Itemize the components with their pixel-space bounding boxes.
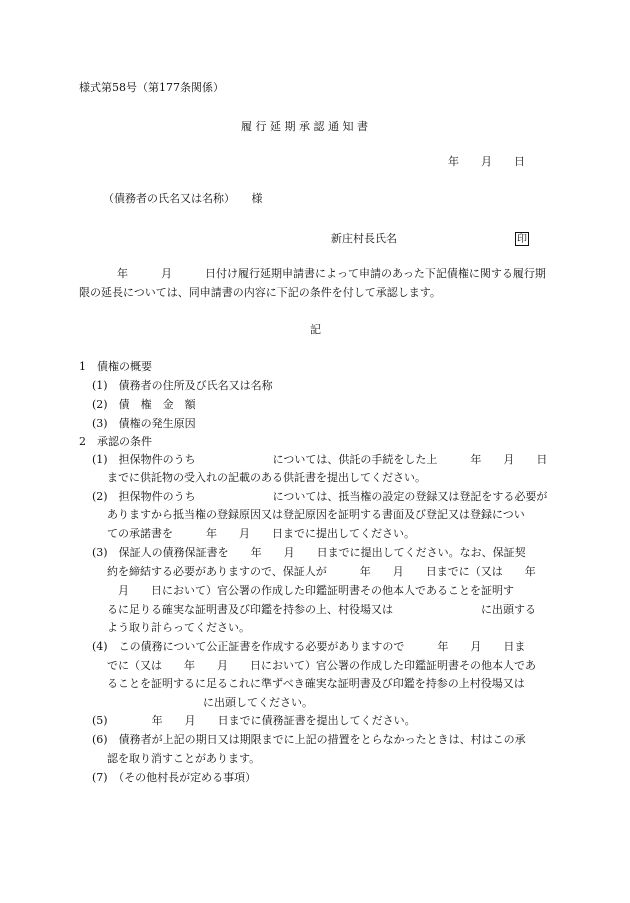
section-1-heading: 1 債権の概要 (79, 360, 152, 373)
document-title: 履 行 延 期 承 認 通 知 書 (241, 120, 368, 133)
ki-heading: 記 (310, 323, 321, 336)
condition-1-line-1: (1) 担保物件のうち については、供託の手続をした上 年 月 日 (92, 453, 548, 466)
section-1-item-2: (2) 債 権 金 額 (92, 398, 196, 411)
condition-1-line-2: までに供託物の受入れの記載のある供託書を提出してください。 (107, 471, 426, 484)
issuer-name-line: 新庄村長氏名 (331, 232, 397, 245)
date-line: 年 月 日 (448, 155, 525, 168)
condition-3-line-2: 約を締結する必要がありますので、保証人が 年 月 日までに（又は 年 (107, 565, 536, 578)
condition-2-line-2: ありますから抵当権の登録原因又は登記原因を証明する書面及び登記又は登録につい (107, 508, 525, 521)
seal-mark: 印 (517, 234, 527, 245)
condition-3-line-1: (3) 保証人の債務保証書を 年 月 日までに提出してください。なお、保証契 (92, 546, 526, 559)
section-1-item-3: (3) 債権の発生原因 (92, 417, 196, 430)
condition-7: (7) （その他村長が定める事項） (92, 771, 257, 784)
condition-6-line-2: 認を取り消すことがあります。 (107, 752, 261, 765)
intro-line-2: 限の延長については、同申請書の内容に下記の条件を付して承認します。 (79, 286, 441, 299)
condition-4-line-2: でに（又は 年 月 日において）官公署の作成した印鑑証明書その他本人であ (107, 659, 536, 672)
section-1-item-1: (1) 債務者の住所及び氏名又は名称 (92, 379, 273, 392)
section-2-heading: 2 承認の条件 (79, 435, 152, 448)
condition-3-line-5: よう取り計らってください。 (107, 621, 250, 634)
condition-4-line-3: ることを証明するに足るこれに準ずべき確実な証明書及び印鑑を持参の上村役場又は (107, 677, 525, 690)
condition-2-line-3: ての承諾書を 年 月 日までに提出してください。 (107, 527, 415, 540)
condition-2-line-1: (2) 担保物件のうち については、抵当権の設定の登録又は登記をする必要が (92, 490, 548, 503)
condition-4-line-1: (4) この債務について公正証書を作成する必要がありますので 年 月 日ま (92, 640, 526, 653)
condition-4-line-4: に出頭してください。 (203, 696, 313, 709)
condition-3-line-4: るに足りる確実な証明書及び印鑑を持参の上、村役場又は に出頭する (107, 603, 536, 616)
form-number: 様式第58号（第177条関係） (79, 81, 224, 94)
condition-6-line-1: (6) 債務者が上記の期日又は期限までに上記の措置をとらなかったときは、村はこの承 (92, 733, 526, 746)
debtor-name-line: （債務者の氏名又は名称） 様 (103, 192, 263, 205)
intro-line-1: 年 月 日付け履行延期申請書によって申請のあった下記債権に関する履行期 (117, 267, 546, 280)
condition-3-line-3: 月 日において）官公署の作成した印鑑証明書その他本人であることを証明す (118, 584, 514, 597)
condition-5: (5) 年 月 日までに債務証書を提出してください。 (92, 714, 416, 727)
